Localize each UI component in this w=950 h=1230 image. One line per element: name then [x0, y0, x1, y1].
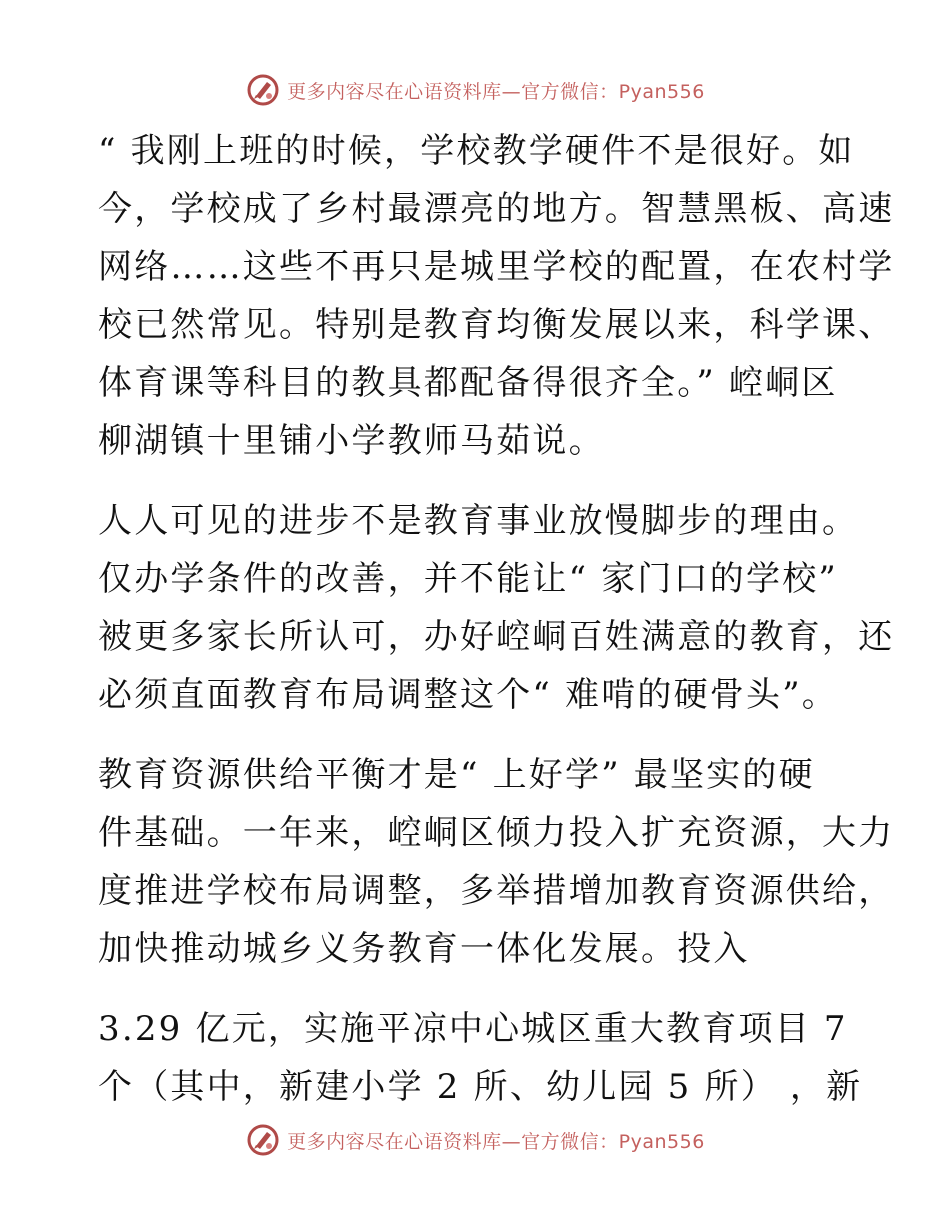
- seal-logo-icon: [245, 1122, 281, 1158]
- text-line: 必须直面教育布局调整这个“ 难啃的硬骨头”。: [98, 675, 838, 715]
- text-line: 被更多家长所认可，办好崆峒百姓满意的教育，还: [98, 617, 895, 657]
- text-line: 教育资源供给平衡才是“ 上好学” 最坚实的硬: [98, 755, 815, 795]
- footer-watermark: [0, 1120, 950, 1160]
- watermark-text: 更多内容尽在心语资料库—官方微信：Pyan556: [287, 1130, 705, 1153]
- text-line: 网络……这些不再只是城里学校的配置，在农村学: [98, 247, 895, 287]
- text-line: 3.29 亿元，实施平凉中心城区重大教育项目 7: [98, 1009, 848, 1049]
- seal-logo-icon: [245, 72, 281, 108]
- text-line: 仅办学条件的改善，并不能让“ 家门口的学校”: [98, 559, 838, 599]
- header-watermark: [0, 70, 950, 110]
- watermark-text: 更多内容尽在心语资料库—官方微信：Pyan556: [287, 80, 705, 103]
- paragraph-2: [98, 492, 895, 724]
- paragraph-4: [98, 1000, 863, 1116]
- text-line: 人人可见的进步不是教育事业放慢脚步的理由。: [98, 501, 859, 541]
- text-line: 今，学校成了乡村最漂亮的地方。智慧黑板、高速: [98, 189, 895, 229]
- text-line: 个（其中，新建小学 2 所、幼儿园 5 所） ，新: [98, 1067, 863, 1107]
- paragraph-1: [98, 122, 895, 470]
- text-line: 校已然常见。特别是教育均衡发展以来，科学课、: [98, 305, 895, 345]
- text-line: 件基础。一年来，崆峒区倾力投入扩充资源，大力: [98, 813, 895, 853]
- paragraph-3: [98, 746, 895, 978]
- text-line: 加快推动城乡义务教育一体化发展。投入: [98, 929, 750, 969]
- text-line: 度推进学校布局调整，多举措增加教育资源供给，: [98, 871, 895, 911]
- text-line: 体育课等科目的教具都配备得很齐全。” 崆峒区: [98, 363, 838, 403]
- text-line: “ 我刚上班的时候，学校教学硬件不是很好。如: [98, 131, 855, 171]
- text-line: 柳湖镇十里铺小学教师马茹说。: [98, 421, 605, 461]
- article-body: [98, 122, 895, 1138]
